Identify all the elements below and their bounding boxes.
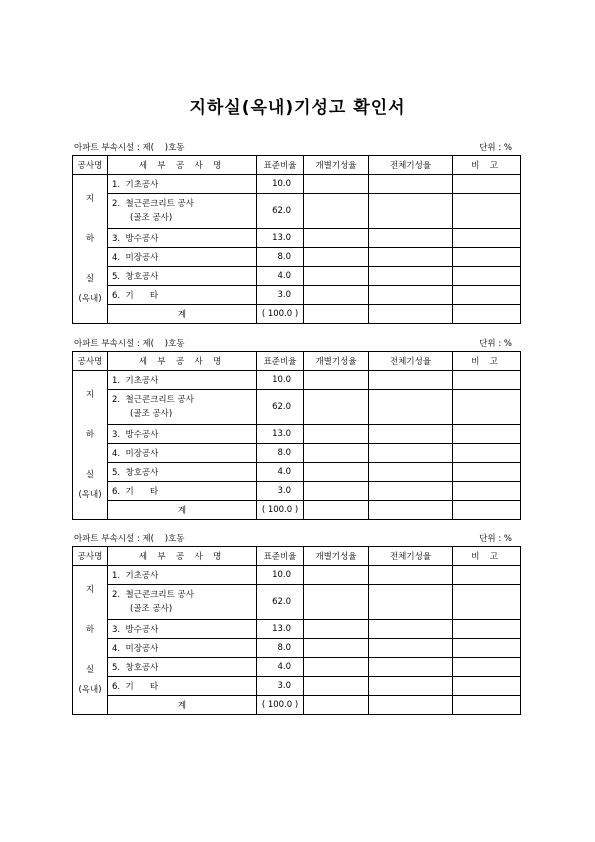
progress-table [72,155,521,324]
standard-rate-cell: 13.0 [257,229,304,248]
total-row [73,696,521,715]
header-remarks: 비 고 [453,156,521,175]
work-item-name: 6. 기 타 [112,487,159,497]
work-item-cell [108,620,257,639]
work-item-cell [108,267,257,286]
individual-progress-cell[interactable] [304,267,369,286]
total-remarks-cell[interactable] [453,501,521,520]
total-value: ( 100.0 ) [257,501,304,520]
remarks-cell[interactable] [453,248,521,267]
table-header-row [73,352,521,371]
work-item-cell [108,194,257,229]
individual-progress-cell[interactable] [304,286,369,305]
total-label: 계 [108,305,257,324]
standard-rate-cell: 3.0 [257,482,304,501]
progress-table [72,546,521,715]
header-total-progress: 전체기성율 [369,547,453,566]
total-value: ( 100.0 ) [257,696,304,715]
work-item-cell [108,390,257,425]
total-row [73,305,521,324]
category-char: 실 [85,274,95,284]
individual-progress-cell[interactable] [304,390,369,425]
category-char: (옥내) [78,685,102,695]
table-header-row [73,156,521,175]
individual-progress-cell[interactable] [304,585,369,620]
total-progress-cell[interactable] [369,248,453,267]
remarks-cell[interactable] [453,677,521,696]
individual-progress-cell[interactable] [304,658,369,677]
header-individual-progress: 개별기성율 [304,352,369,371]
work-item-cell [108,566,257,585]
category-char: 실 [85,665,95,675]
work-item-name: 4. 미장공사 [112,449,159,459]
remarks-cell[interactable] [453,371,521,390]
category-char: (옥내) [78,490,102,500]
remarks-cell[interactable] [453,639,521,658]
category-char: 지 [85,194,95,204]
individual-progress-cell[interactable] [304,677,369,696]
standard-rate-cell: 8.0 [257,639,304,658]
section-header [72,333,520,351]
total-individual-cell[interactable] [304,305,369,324]
individual-progress-cell[interactable] [304,248,369,267]
standard-rate-cell: 3.0 [257,677,304,696]
work-item-cell [108,444,257,463]
work-item-cell [108,482,257,501]
header-standard-rate: 표준비율 [257,547,304,566]
total-value: ( 100.0 ) [257,305,304,324]
category-char: 하 [85,234,95,244]
standard-rate-cell: 62.0 [257,585,304,620]
total-progress-cell[interactable] [369,482,453,501]
remarks-cell[interactable] [453,390,521,425]
work-item-name: 5. 창호공사 [112,468,159,478]
table-row [73,267,521,286]
header-remarks: 비 고 [453,352,521,371]
individual-progress-cell[interactable] [304,566,369,585]
work-item-name: 6. 기 타 [112,291,159,301]
table-row [73,639,521,658]
unit-label: 단위 : % [479,143,512,153]
total-individual-cell[interactable] [304,696,369,715]
work-item-name: 1. 기초공사 [112,571,159,581]
individual-progress-cell[interactable] [304,194,369,229]
table-row [73,371,521,390]
individual-progress-cell[interactable] [304,444,369,463]
individual-progress-cell[interactable] [304,639,369,658]
work-item-name: 1. 기초공사 [112,180,159,190]
table-row [73,585,521,620]
table-row [73,620,521,639]
facility-label: 아파트 부속시설 : 제( )호동 [74,339,185,349]
standard-rate-cell: 10.0 [257,371,304,390]
standard-rate-cell: 3.0 [257,286,304,305]
total-progress-cell[interactable] [369,658,453,677]
header-remarks: 비 고 [453,547,521,566]
header-total-progress: 전체기성율 [369,156,453,175]
standard-rate-cell: 8.0 [257,248,304,267]
work-item-cell [108,658,257,677]
category-char: (옥내) [78,294,102,304]
category-cell [73,371,108,520]
work-item-cell [108,463,257,482]
header-standard-rate: 표준비율 [257,352,304,371]
work-item-name: 5. 창호공사 [112,663,159,673]
category-char: 지 [85,585,95,595]
work-item-name: 4. 미장공사 [112,644,159,654]
work-item-cell [108,286,257,305]
remarks-cell[interactable] [453,620,521,639]
confirmation-section [72,137,520,324]
individual-progress-cell[interactable] [304,482,369,501]
table-row [73,286,521,305]
standard-rate-cell: 13.0 [257,425,304,444]
remarks-cell[interactable] [453,444,521,463]
total-progress-cell[interactable] [369,286,453,305]
work-item-cell [108,425,257,444]
total-progress-cell[interactable] [369,175,453,194]
work-item-name: 2. 철근콘크리트 공사 [112,395,194,405]
total-individual-cell[interactable] [304,501,369,520]
progress-table [72,351,521,520]
facility-label: 아파트 부속시설 : 제( )호동 [74,143,185,153]
total-progress-cell[interactable] [369,444,453,463]
total-progress-cell[interactable] [369,371,453,390]
total-progress-cell[interactable] [369,677,453,696]
individual-progress-cell[interactable] [304,620,369,639]
total-progress-cell[interactable] [369,639,453,658]
total-progress-cell[interactable] [369,620,453,639]
header-work-name: 공사명 [73,352,108,371]
document-title: 지하실(옥내)기성고 확인서 [189,98,406,118]
total-overall-cell[interactable] [369,696,453,715]
category-cell [73,566,108,715]
standard-rate-cell: 62.0 [257,194,304,229]
confirmation-section [72,528,520,715]
work-item-name: 3. 방수공사 [112,625,159,635]
total-progress-cell[interactable] [369,425,453,444]
section-header [72,528,520,546]
table-row [73,566,521,585]
work-item-name: 6. 기 타 [112,682,159,692]
work-item-name: 3. 방수공사 [112,430,159,440]
work-item-name: 2. 철근콘크리트 공사 [112,590,194,600]
work-item-cell [108,248,257,267]
work-item-name: 4. 미장공사 [112,253,159,263]
work-item-cell [108,371,257,390]
work-item-name: 5. 창호공사 [112,272,159,282]
table-row [73,677,521,696]
table-row [73,444,521,463]
table-row [73,390,521,425]
remarks-cell[interactable] [453,566,521,585]
header-total-progress: 전체기성율 [369,352,453,371]
header-detail-work: 세 부 공 사 명 [108,352,257,371]
header-individual-progress: 개별기성율 [304,156,369,175]
work-item-name: 1. 기초공사 [112,376,159,386]
category-char: 하 [85,625,95,635]
standard-rate-cell: 8.0 [257,444,304,463]
category-char: 지 [85,390,95,400]
total-progress-cell[interactable] [369,585,453,620]
table-header-row [73,547,521,566]
total-progress-cell[interactable] [369,463,453,482]
category-cell [73,175,108,324]
unit-label: 단위 : % [479,339,512,349]
work-item-cell [108,229,257,248]
total-row [73,501,521,520]
standard-rate-cell: 4.0 [257,267,304,286]
work-item-name: 3. 방수공사 [112,234,159,244]
category-char: 하 [85,430,95,440]
remarks-cell[interactable] [453,267,521,286]
total-progress-cell[interactable] [369,390,453,425]
confirmation-section [72,333,520,520]
individual-progress-cell[interactable] [304,371,369,390]
work-item-subname: (골조 공사) [130,409,173,419]
table-row [73,248,521,267]
total-label: 계 [108,696,257,715]
remarks-cell[interactable] [453,425,521,444]
standard-rate-cell: 10.0 [257,175,304,194]
work-item-cell [108,585,257,620]
table-row [73,229,521,248]
table-row [73,482,521,501]
total-label: 계 [108,501,257,520]
table-row [73,463,521,482]
remarks-cell[interactable] [453,286,521,305]
table-row [73,175,521,194]
header-work-name: 공사명 [73,156,108,175]
unit-label: 단위 : % [479,534,512,544]
table-row [73,425,521,444]
header-detail-work: 세 부 공 사 명 [108,156,257,175]
total-progress-cell[interactable] [369,194,453,229]
standard-rate-cell: 62.0 [257,390,304,425]
individual-progress-cell[interactable] [304,175,369,194]
standard-rate-cell: 4.0 [257,658,304,677]
remarks-cell[interactable] [453,463,521,482]
total-progress-cell[interactable] [369,229,453,248]
work-item-cell [108,677,257,696]
table-row [73,194,521,229]
work-item-subname: (골조 공사) [130,604,173,614]
individual-progress-cell[interactable] [304,229,369,248]
table-row [73,658,521,677]
facility-label: 아파트 부속시설 : 제( )호동 [74,534,185,544]
remarks-cell[interactable] [453,585,521,620]
total-overall-cell[interactable] [369,305,453,324]
total-remarks-cell[interactable] [453,696,521,715]
total-progress-cell[interactable] [369,566,453,585]
header-detail-work: 세 부 공 사 명 [108,547,257,566]
work-item-cell [108,175,257,194]
total-progress-cell[interactable] [369,267,453,286]
individual-progress-cell[interactable] [304,425,369,444]
work-item-name: 2. 철근콘크리트 공사 [112,199,194,209]
header-standard-rate: 표준비율 [257,156,304,175]
standard-rate-cell: 10.0 [257,566,304,585]
remarks-cell[interactable] [453,229,521,248]
standard-rate-cell: 4.0 [257,463,304,482]
total-remarks-cell[interactable] [453,305,521,324]
header-work-name: 공사명 [73,547,108,566]
remarks-cell[interactable] [453,194,521,229]
section-header [72,137,520,155]
standard-rate-cell: 13.0 [257,620,304,639]
individual-progress-cell[interactable] [304,463,369,482]
remarks-cell[interactable] [453,482,521,501]
remarks-cell[interactable] [453,175,521,194]
work-item-subname: (골조 공사) [130,213,173,223]
category-char: 실 [85,470,95,480]
remarks-cell[interactable] [453,658,521,677]
total-overall-cell[interactable] [369,501,453,520]
work-item-cell [108,639,257,658]
header-individual-progress: 개별기성율 [304,547,369,566]
